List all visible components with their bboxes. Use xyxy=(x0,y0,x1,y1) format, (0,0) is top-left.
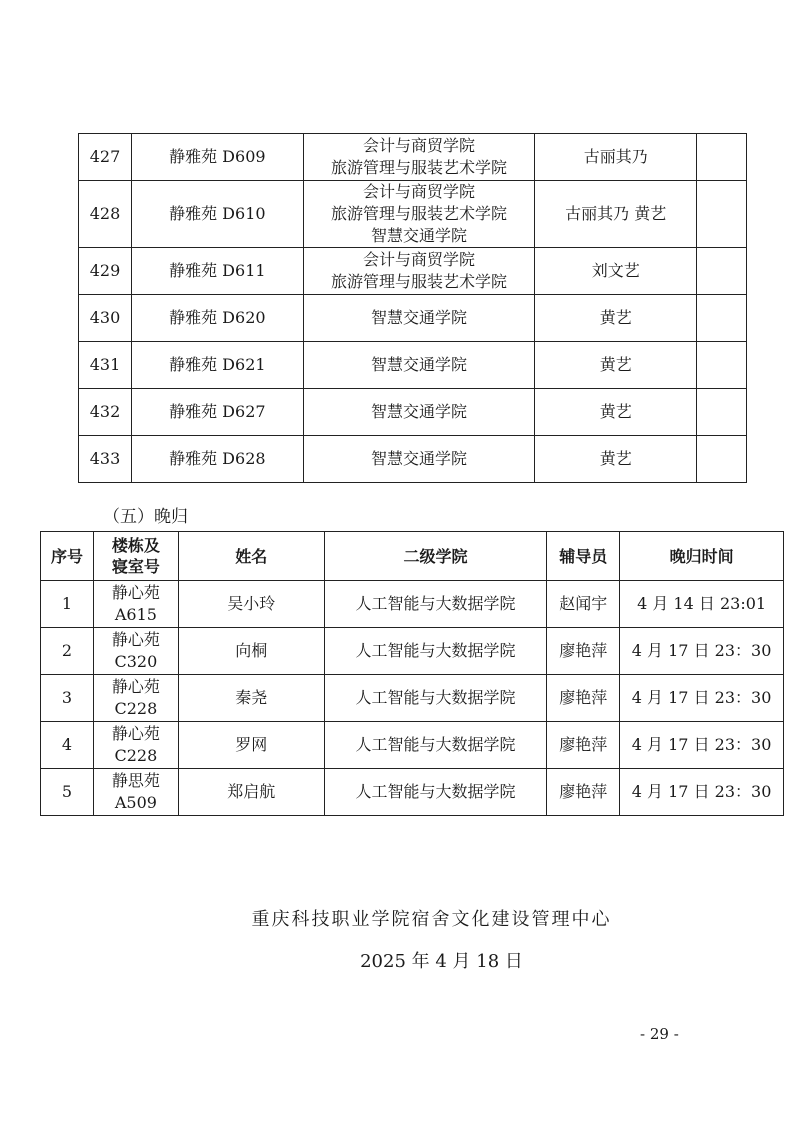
cell-no: 430 xyxy=(79,295,132,342)
table-row xyxy=(41,675,784,722)
cell-colleges: 智慧交通学院 xyxy=(303,389,535,436)
cell-room: 静雅苑 D611 xyxy=(131,248,303,295)
cell-counselor: 廖艳萍 xyxy=(547,628,620,675)
header-room: 楼栋及 寝室号 xyxy=(93,532,178,581)
cell-room: 静雅苑 D610 xyxy=(131,181,303,248)
header-college: 二级学院 xyxy=(324,532,547,581)
cell-room: 静心苑 C228 xyxy=(93,675,178,722)
cell-counselor: 廖艳萍 xyxy=(547,769,620,816)
cell-counselor: 黄艺 xyxy=(535,295,697,342)
cell-room: 静雅苑 D620 xyxy=(131,295,303,342)
cell-room: 静心苑 C320 xyxy=(93,628,178,675)
cell-counselor: 古丽其乃 xyxy=(535,134,697,181)
cell-counselor: 廖艳萍 xyxy=(547,675,620,722)
cell-colleges: 智慧交通学院 xyxy=(303,342,535,389)
cell-colleges: 会计与商贸学院 旅游管理与服装艺术学院 智慧交通学院 xyxy=(303,181,535,248)
cell-room: 静思苑 A509 xyxy=(93,769,178,816)
cell-no: 432 xyxy=(79,389,132,436)
table-row xyxy=(41,628,784,675)
cell-counselor: 黄艺 xyxy=(535,389,697,436)
cell-counselor: 古丽其乃 黄艺 xyxy=(535,181,697,248)
cell-counselor: 廖艳萍 xyxy=(547,722,620,769)
cell-colleges: 会计与商贸学院 旅游管理与服装艺术学院 xyxy=(303,134,535,181)
cell-college: 人工智能与大数据学院 xyxy=(324,769,547,816)
cell-no: 4 xyxy=(41,722,94,769)
section-title-late-return: （五）晚归 xyxy=(103,507,188,527)
cell-colleges: 智慧交通学院 xyxy=(303,436,535,483)
header-time: 晚归时间 xyxy=(620,532,784,581)
issuing-organization: 重庆科技职业学院宿舍文化建设管理中心 xyxy=(251,909,612,930)
cell-college: 人工智能与大数据学院 xyxy=(324,581,547,628)
table-row xyxy=(79,134,747,181)
cell-no: 3 xyxy=(41,675,94,722)
cell-college: 人工智能与大数据学院 xyxy=(324,675,547,722)
cell-room: 静雅苑 D627 xyxy=(131,389,303,436)
cell-time: 4 月 17 日 23：30 xyxy=(620,675,784,722)
table-row xyxy=(79,181,747,248)
cell-colleges: 智慧交通学院 xyxy=(303,295,535,342)
page-number: - 29 - xyxy=(640,1025,679,1043)
cell-name: 秦尧 xyxy=(178,675,324,722)
late-return-table xyxy=(40,531,784,816)
header-no: 序号 xyxy=(41,532,94,581)
cell-counselor: 刘文艺 xyxy=(535,248,697,295)
cell-time: 4 月 14 日 23:01 xyxy=(620,581,784,628)
cell-name: 郑启航 xyxy=(178,769,324,816)
table-row xyxy=(41,722,784,769)
cell-no: 431 xyxy=(79,342,132,389)
cell-no: 429 xyxy=(79,248,132,295)
cell-name: 向桐 xyxy=(178,628,324,675)
table-row xyxy=(79,295,747,342)
cell-room: 静心苑 C228 xyxy=(93,722,178,769)
table-row xyxy=(79,248,747,295)
cell-no: 5 xyxy=(41,769,94,816)
cell-no: 2 xyxy=(41,628,94,675)
cell-note xyxy=(697,436,747,483)
cell-note xyxy=(697,248,747,295)
table-row xyxy=(79,389,747,436)
cell-counselor: 黄艺 xyxy=(535,342,697,389)
cell-room: 静心苑 A615 xyxy=(93,581,178,628)
document-date: 2025 年 4 月 18 日 xyxy=(360,951,523,972)
cell-no: 433 xyxy=(79,436,132,483)
header-counselor: 辅导员 xyxy=(547,532,620,581)
cell-room: 静雅苑 D609 xyxy=(131,134,303,181)
cell-time: 4 月 17 日 23：30 xyxy=(620,628,784,675)
cell-room: 静雅苑 D621 xyxy=(131,342,303,389)
cell-name: 罗网 xyxy=(178,722,324,769)
cell-note xyxy=(697,389,747,436)
cell-time: 4 月 17 日 23：30 xyxy=(620,722,784,769)
cell-no: 427 xyxy=(79,134,132,181)
cell-college: 人工智能与大数据学院 xyxy=(324,628,547,675)
cell-time: 4 月 17 日 23：30 xyxy=(620,769,784,816)
cell-counselor: 黄艺 xyxy=(535,436,697,483)
header-name: 姓名 xyxy=(178,532,324,581)
table-row xyxy=(41,769,784,816)
cell-counselor: 赵闻宇 xyxy=(547,581,620,628)
cell-name: 吴小玲 xyxy=(178,581,324,628)
cell-room: 静雅苑 D628 xyxy=(131,436,303,483)
cell-colleges: 会计与商贸学院 旅游管理与服装艺术学院 xyxy=(303,248,535,295)
cell-note xyxy=(697,295,747,342)
cell-note xyxy=(697,181,747,248)
table-row xyxy=(41,581,784,628)
cell-note xyxy=(697,342,747,389)
cell-college: 人工智能与大数据学院 xyxy=(324,722,547,769)
table-header-row xyxy=(41,532,784,581)
table-row xyxy=(79,342,747,389)
cell-no: 1 xyxy=(41,581,94,628)
table-row xyxy=(79,436,747,483)
dormitory-table xyxy=(78,133,747,483)
cell-no: 428 xyxy=(79,181,132,248)
cell-note xyxy=(697,134,747,181)
